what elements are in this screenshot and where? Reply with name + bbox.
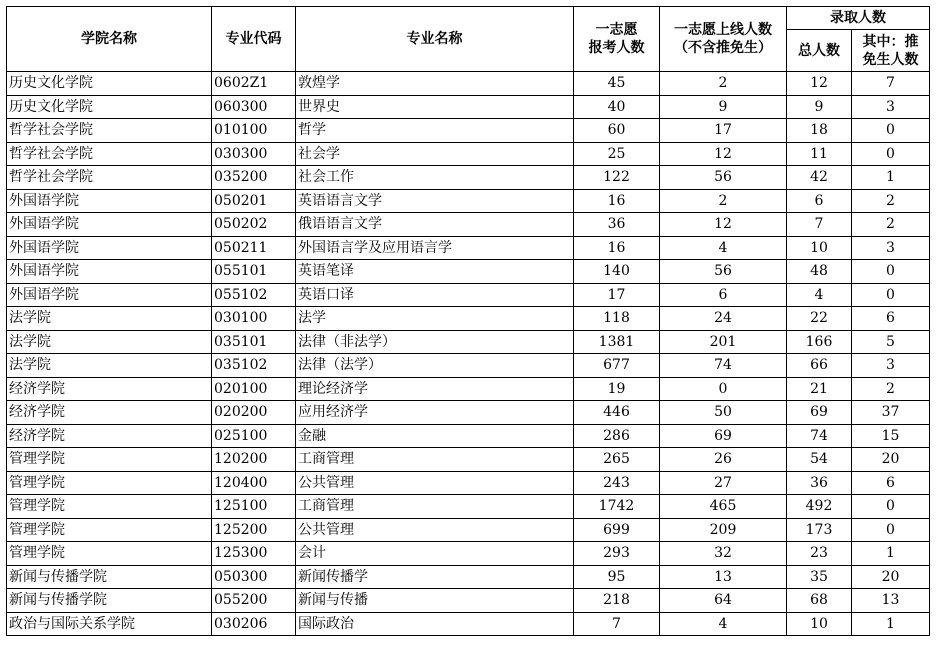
cell-total: 7 [787, 213, 852, 237]
header-college: 学院名称 [7, 7, 212, 72]
table-row [7, 471, 930, 495]
cell-code: 055102 [212, 283, 296, 307]
cell-code: 030300 [212, 142, 296, 166]
table-row [7, 542, 930, 566]
cell-major: 理论经济学 [296, 377, 574, 401]
cell-college: 外国语学院 [7, 213, 212, 237]
cell-applicants: 265 [574, 448, 660, 472]
cell-applicants: 118 [574, 307, 660, 331]
cell-code: 060300 [212, 95, 296, 119]
cell-exempt: 2 [852, 377, 930, 401]
table-row [7, 142, 930, 166]
cell-major: 外国语言学及应用语言学 [296, 236, 574, 260]
cell-applicants: 286 [574, 424, 660, 448]
cell-major: 法学 [296, 307, 574, 331]
cell-online: 50 [660, 401, 787, 425]
cell-total: 18 [787, 119, 852, 143]
table-row [7, 283, 930, 307]
cell-online: 6 [660, 283, 787, 307]
cell-online: 17 [660, 119, 787, 143]
cell-applicants: 36 [574, 213, 660, 237]
cell-major: 工商管理 [296, 495, 574, 519]
table-row [7, 612, 930, 636]
cell-exempt: 15 [852, 424, 930, 448]
cell-online: 4 [660, 612, 787, 636]
cell-total: 10 [787, 236, 852, 260]
cell-total: 23 [787, 542, 852, 566]
table-row [7, 260, 930, 284]
cell-code: 035102 [212, 354, 296, 378]
cell-applicants: 677 [574, 354, 660, 378]
cell-code: 050211 [212, 236, 296, 260]
table-header [7, 7, 930, 72]
cell-major: 世界史 [296, 95, 574, 119]
cell-exempt: 3 [852, 354, 930, 378]
cell-online: 0 [660, 377, 787, 401]
cell-applicants: 17 [574, 283, 660, 307]
cell-applicants: 40 [574, 95, 660, 119]
cell-total: 9 [787, 95, 852, 119]
cell-college: 外国语学院 [7, 260, 212, 284]
cell-code: 030100 [212, 307, 296, 331]
cell-college: 历史文化学院 [7, 72, 212, 96]
cell-college: 管理学院 [7, 495, 212, 519]
table-row [7, 307, 930, 331]
cell-college: 管理学院 [7, 518, 212, 542]
cell-code: 055101 [212, 260, 296, 284]
cell-exempt: 0 [852, 142, 930, 166]
cell-exempt: 6 [852, 307, 930, 331]
cell-code: 030206 [212, 612, 296, 636]
cell-exempt: 0 [852, 119, 930, 143]
cell-applicants: 95 [574, 565, 660, 589]
cell-applicants: 7 [574, 612, 660, 636]
table-row [7, 72, 930, 96]
cell-applicants: 1742 [574, 495, 660, 519]
cell-total: 22 [787, 307, 852, 331]
cell-code: 0602Z1 [212, 72, 296, 96]
admissions-table-container [6, 6, 930, 636]
cell-exempt: 20 [852, 565, 930, 589]
cell-total: 492 [787, 495, 852, 519]
header-total: 总人数 [787, 30, 852, 72]
cell-total: 11 [787, 142, 852, 166]
cell-exempt: 3 [852, 236, 930, 260]
cell-exempt: 0 [852, 283, 930, 307]
cell-applicants: 243 [574, 471, 660, 495]
cell-applicants: 16 [574, 236, 660, 260]
table-row [7, 589, 930, 613]
cell-code: 020200 [212, 401, 296, 425]
cell-major: 法律（非法学） [296, 330, 574, 354]
header-major: 专业名称 [296, 7, 574, 72]
cell-total: 6 [787, 189, 852, 213]
cell-code: 125100 [212, 495, 296, 519]
cell-exempt: 3 [852, 95, 930, 119]
table-row [7, 189, 930, 213]
cell-major: 新闻传播学 [296, 565, 574, 589]
cell-applicants: 1381 [574, 330, 660, 354]
cell-code: 025100 [212, 424, 296, 448]
cell-college: 哲学社会学院 [7, 119, 212, 143]
cell-total: 21 [787, 377, 852, 401]
cell-applicants: 699 [574, 518, 660, 542]
header-exempt: 其中：推 免生人数 [852, 30, 930, 72]
cell-online: 13 [660, 565, 787, 589]
cell-online: 56 [660, 166, 787, 190]
cell-code: 050300 [212, 565, 296, 589]
cell-total: 10 [787, 612, 852, 636]
cell-major: 金融 [296, 424, 574, 448]
cell-total: 42 [787, 166, 852, 190]
cell-exempt: 0 [852, 495, 930, 519]
cell-exempt: 5 [852, 330, 930, 354]
cell-college: 哲学社会学院 [7, 166, 212, 190]
cell-major: 社会学 [296, 142, 574, 166]
cell-applicants: 45 [574, 72, 660, 96]
cell-college: 哲学社会学院 [7, 142, 212, 166]
cell-major: 国际政治 [296, 612, 574, 636]
cell-major: 俄语语言文学 [296, 213, 574, 237]
cell-code: 125300 [212, 542, 296, 566]
cell-college: 管理学院 [7, 542, 212, 566]
cell-online: 2 [660, 189, 787, 213]
cell-applicants: 25 [574, 142, 660, 166]
cell-online: 74 [660, 354, 787, 378]
cell-online: 9 [660, 95, 787, 119]
cell-major: 法律（法学） [296, 354, 574, 378]
cell-total: 69 [787, 401, 852, 425]
cell-online: 24 [660, 307, 787, 331]
cell-major: 工商管理 [296, 448, 574, 472]
cell-code: 125200 [212, 518, 296, 542]
table-row [7, 495, 930, 519]
cell-online: 32 [660, 542, 787, 566]
cell-total: 48 [787, 260, 852, 284]
cell-college: 外国语学院 [7, 236, 212, 260]
cell-exempt: 0 [852, 518, 930, 542]
cell-online: 12 [660, 142, 787, 166]
cell-online: 56 [660, 260, 787, 284]
cell-applicants: 446 [574, 401, 660, 425]
cell-exempt: 2 [852, 213, 930, 237]
cell-online: 4 [660, 236, 787, 260]
cell-college: 新闻与传播学院 [7, 589, 212, 613]
table-row [7, 424, 930, 448]
cell-online: 209 [660, 518, 787, 542]
cell-college: 法学院 [7, 354, 212, 378]
cell-major: 社会工作 [296, 166, 574, 190]
cell-code: 020100 [212, 377, 296, 401]
cell-major: 新闻与传播 [296, 589, 574, 613]
cell-exempt: 1 [852, 612, 930, 636]
cell-code: 035101 [212, 330, 296, 354]
cell-major: 英语口译 [296, 283, 574, 307]
table-row [7, 518, 930, 542]
cell-college: 经济学院 [7, 377, 212, 401]
cell-college: 外国语学院 [7, 283, 212, 307]
cell-major: 英语语言文学 [296, 189, 574, 213]
cell-online: 12 [660, 213, 787, 237]
cell-exempt: 13 [852, 589, 930, 613]
cell-code: 050201 [212, 189, 296, 213]
table-row [7, 377, 930, 401]
table-body [7, 72, 930, 636]
cell-college: 政治与国际关系学院 [7, 612, 212, 636]
cell-major: 公共管理 [296, 518, 574, 542]
table-row [7, 354, 930, 378]
cell-college: 外国语学院 [7, 189, 212, 213]
cell-college: 法学院 [7, 307, 212, 331]
table-row [7, 565, 930, 589]
cell-code: 055200 [212, 589, 296, 613]
cell-exempt: 1 [852, 542, 930, 566]
cell-applicants: 122 [574, 166, 660, 190]
header-applicants: 一志愿 报考人数 [574, 7, 660, 72]
table-row [7, 166, 930, 190]
cell-college: 法学院 [7, 330, 212, 354]
table-row [7, 95, 930, 119]
cell-code: 050202 [212, 213, 296, 237]
cell-online: 64 [660, 589, 787, 613]
cell-online: 27 [660, 471, 787, 495]
table-row [7, 401, 930, 425]
header-code: 专业代码 [212, 7, 296, 72]
cell-applicants: 293 [574, 542, 660, 566]
table-row [7, 448, 930, 472]
cell-total: 74 [787, 424, 852, 448]
cell-total: 166 [787, 330, 852, 354]
header-admitted-group: 录取人数 [787, 7, 930, 30]
cell-online: 465 [660, 495, 787, 519]
header-online: 一志愿上线人数 （不含推免生） [660, 7, 787, 72]
cell-applicants: 16 [574, 189, 660, 213]
cell-total: 173 [787, 518, 852, 542]
cell-college: 经济学院 [7, 424, 212, 448]
cell-total: 4 [787, 283, 852, 307]
cell-major: 应用经济学 [296, 401, 574, 425]
cell-major: 会计 [296, 542, 574, 566]
cell-college: 新闻与传播学院 [7, 565, 212, 589]
cell-major: 公共管理 [296, 471, 574, 495]
cell-college: 历史文化学院 [7, 95, 212, 119]
cell-code: 120400 [212, 471, 296, 495]
cell-online: 69 [660, 424, 787, 448]
cell-applicants: 218 [574, 589, 660, 613]
cell-applicants: 19 [574, 377, 660, 401]
cell-total: 36 [787, 471, 852, 495]
table-row [7, 213, 930, 237]
cell-online: 201 [660, 330, 787, 354]
cell-college: 经济学院 [7, 401, 212, 425]
cell-applicants: 60 [574, 119, 660, 143]
admissions-table [6, 6, 930, 636]
cell-total: 66 [787, 354, 852, 378]
cell-major: 哲学 [296, 119, 574, 143]
cell-college: 管理学院 [7, 471, 212, 495]
cell-total: 54 [787, 448, 852, 472]
cell-total: 35 [787, 565, 852, 589]
cell-exempt: 6 [852, 471, 930, 495]
cell-exempt: 20 [852, 448, 930, 472]
cell-total: 12 [787, 72, 852, 96]
cell-major: 敦煌学 [296, 72, 574, 96]
cell-exempt: 0 [852, 260, 930, 284]
table-row [7, 119, 930, 143]
table-row [7, 236, 930, 260]
cell-exempt: 2 [852, 189, 930, 213]
cell-total: 68 [787, 589, 852, 613]
cell-online: 2 [660, 72, 787, 96]
cell-college: 管理学院 [7, 448, 212, 472]
table-row [7, 330, 930, 354]
cell-exempt: 37 [852, 401, 930, 425]
cell-major: 英语笔译 [296, 260, 574, 284]
cell-code: 010100 [212, 119, 296, 143]
cell-code: 120200 [212, 448, 296, 472]
cell-code: 035200 [212, 166, 296, 190]
cell-online: 26 [660, 448, 787, 472]
cell-exempt: 7 [852, 72, 930, 96]
cell-exempt: 1 [852, 166, 930, 190]
cell-applicants: 140 [574, 260, 660, 284]
